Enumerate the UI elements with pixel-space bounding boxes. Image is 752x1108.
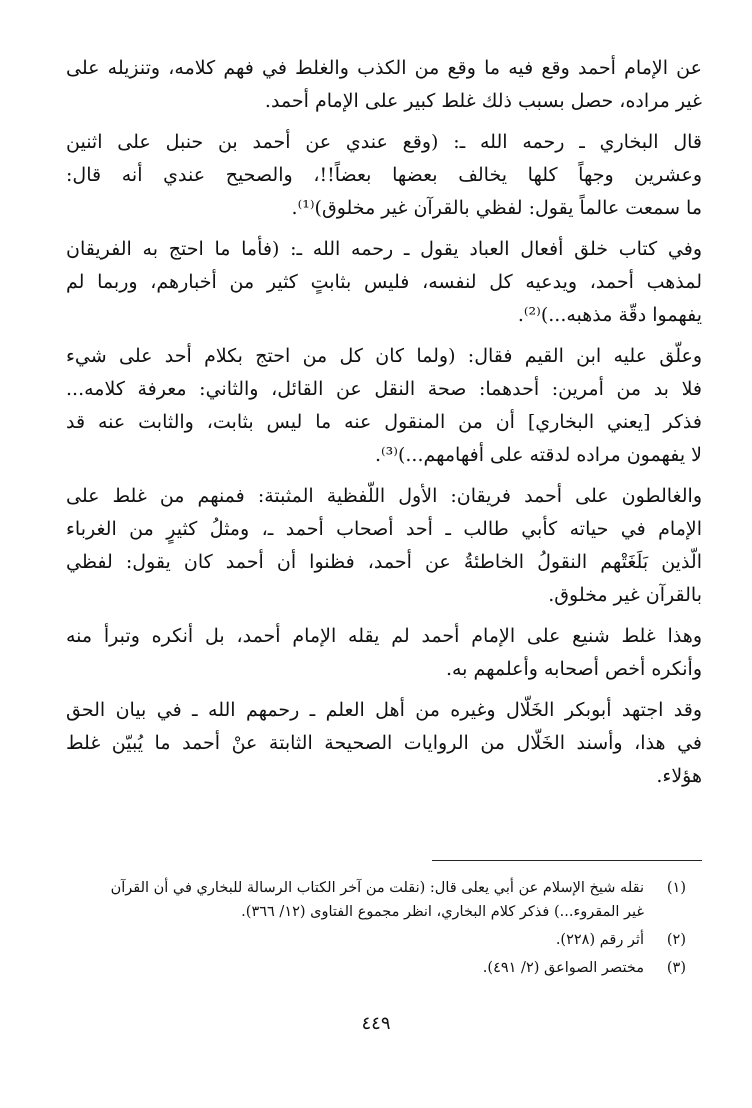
footnote-line: مختصر الصواعق (٢/ ٤٩١). bbox=[482, 960, 644, 976]
text-line: وهذا غلط شنيع على الإمام أحمد لم يقله الإمام أحمد، بل أنكره وتبرأ منه bbox=[66, 625, 702, 647]
footnote-1 bbox=[66, 876, 686, 924]
footnote-line: غير المقروء...) فذكر كلام البخاري، انظر مجموع الفتاوى (١٢/ ٣٦٦). bbox=[241, 904, 644, 920]
paragraph-6 bbox=[66, 620, 702, 686]
footnote-number: (١) bbox=[666, 880, 686, 896]
text-line: في هذا، وأسند الخَلّال من الروايات الصحيحة الثابتة عنْ أحمد ما يُبيّن غلط bbox=[66, 732, 702, 754]
paragraph-1 bbox=[66, 52, 702, 118]
paragraph-5 bbox=[66, 480, 702, 612]
footnote-3 bbox=[66, 956, 686, 980]
text-line: الّذين بَلَغَتْهم النقولُ الخاطئةُ عن أحمد، فظنوا أن أحمد كان يقول: لفظي bbox=[66, 551, 702, 573]
text-line: وعلّق عليه ابن القيم فقال: (ولما كان كل من احتج بكلام أحد على شيء bbox=[66, 345, 702, 367]
footnote-body bbox=[66, 928, 644, 952]
page-number: ٤٤٩ bbox=[361, 1013, 391, 1034]
text-line: لا يفهمون مراده لدقته على أفهامهم...)⁽³⁾. bbox=[374, 444, 702, 466]
footnotes bbox=[66, 876, 686, 984]
text-line: فلا بد من أمرين: أحدهما: صحة النقل عن القائل، والثاني: معرفة كلامه... bbox=[66, 378, 702, 400]
text-line: بالقرآن غير مخلوق. bbox=[548, 584, 702, 606]
paragraph-2 bbox=[66, 126, 702, 225]
paragraph-7 bbox=[66, 694, 702, 793]
text-line: لمذهب أحمد، ويدعيه كل لنفسه، فليس بثابتٍ كثير من أخبارهم، وربما لم bbox=[66, 271, 702, 293]
footnote-line: نقله شيخ الإسلام عن أبي يعلى قال: (نقلت من آخر الكتاب الرسالة للبخاري في أن القرآن bbox=[110, 880, 644, 896]
text-line: عن الإمام أحمد وقع فيه ما وقع من الكذب والغلط في فهم كلامه، وتنزيله على bbox=[66, 57, 702, 79]
footnote-number: (٢) bbox=[666, 932, 686, 948]
footnote-2 bbox=[66, 928, 686, 952]
text-line: فذكر [يعني البخاري] أن من المنقول عنه ما ليس بثابت، والثابت عنه قد bbox=[66, 411, 702, 433]
text-line: الإمام في حياته كأبي طالب ـ أحد أصحاب أحمد ـ، ومثلُ كثيرٍ من الغرباء bbox=[66, 518, 702, 540]
main-text bbox=[66, 52, 702, 801]
text-line: وعشرين وجهاً كلها يخالف بعضها بعضاً!!، والصحيح عندي أنه قال: bbox=[66, 164, 702, 186]
text-line: وفي كتاب خلق أفعال العباد يقول ـ رحمه الله ـ: (فأما ما احتج به الفريقان bbox=[66, 238, 702, 260]
text-line: وقد اجتهد أبوبكر الخَلّال وغيره من أهل العلم ـ رحمهم الله ـ في بيان الحق bbox=[66, 699, 702, 721]
text-line: قال البخاري ـ رحمه الله ـ: (وقع عندي عن أحمد بن حنبل على اثنين bbox=[66, 131, 702, 153]
footnote-separator bbox=[432, 860, 702, 861]
text-line: هؤلاء. bbox=[656, 765, 702, 787]
paragraph-3 bbox=[66, 233, 702, 332]
footnote-number: (٣) bbox=[666, 960, 686, 976]
text-line: وأنكره أخص أصحابه وأعلمهم به. bbox=[445, 658, 702, 680]
footnote-line: أثر رقم (٢٢٨). bbox=[555, 932, 644, 948]
paragraph-4 bbox=[66, 340, 702, 472]
text-line: يفهموا دقّة مذهبه...)⁽²⁾. bbox=[517, 304, 702, 326]
footnote-body bbox=[66, 876, 644, 924]
text-line: ما سمعت عالماً يقول: لفظي بالقرآن غير مخلوق)⁽¹⁾. bbox=[291, 197, 702, 219]
footnote-body bbox=[66, 956, 644, 980]
text-line: والغالطون على أحمد فريقان: الأول اللّفظية المثبتة: فمنهم من غلط على bbox=[66, 485, 702, 507]
text-line: غير مراده، حصل بسبب ذلك غلط كبير على الإمام أحمد. bbox=[264, 90, 702, 112]
